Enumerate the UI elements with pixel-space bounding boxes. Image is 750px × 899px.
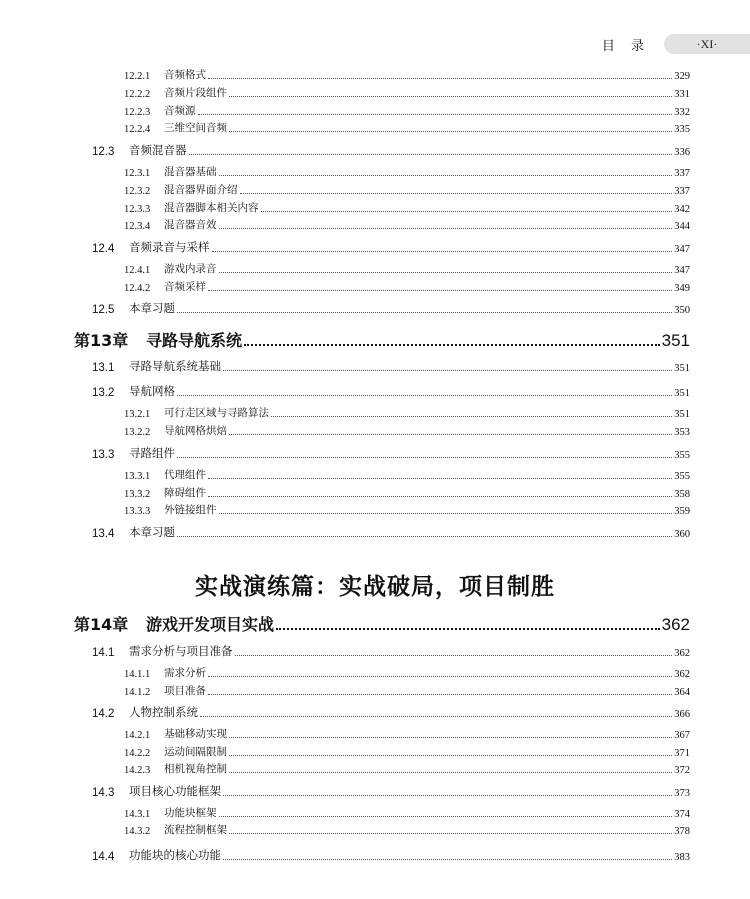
- toc-entry-number: 13.1: [92, 362, 115, 374]
- dot-leader: [208, 478, 672, 479]
- toc-entry-number: 13.2.1: [124, 409, 151, 420]
- dot-leader: [229, 833, 672, 834]
- toc-entry-title: 混音器界面介绍: [164, 184, 238, 196]
- toc-entry-title: 寻路组件: [129, 446, 175, 460]
- toc-entry-page: 355: [674, 471, 690, 482]
- toc-entry-title: 音频录音与采样: [129, 240, 210, 254]
- toc-section-entry[interactable]: [92, 382, 690, 399]
- dot-leader: [177, 536, 672, 537]
- dot-leader: [208, 676, 672, 677]
- dot-leader: [229, 96, 672, 97]
- toc-entry-title: 导航网格: [129, 384, 175, 398]
- dot-leader: [229, 755, 672, 756]
- toc-subsection-entry[interactable]: [124, 466, 690, 482]
- dot-leader: [261, 211, 673, 212]
- toc-entry-title: 音频采样: [164, 281, 206, 293]
- dot-leader: [229, 434, 672, 435]
- toc-entry-title: 外链接组件: [164, 504, 217, 516]
- dot-leader: [208, 694, 672, 695]
- toc-entry-title: 音频片段组件: [164, 87, 227, 99]
- toc-entry-page: 360: [674, 529, 690, 540]
- toc-entry-number: 14.2: [92, 708, 115, 720]
- toc-entry-title: 可行走区域与寻路算法: [164, 407, 269, 419]
- toc-entry-page: 351: [674, 388, 690, 399]
- toc-entry-page: 347: [674, 244, 690, 255]
- toc-entry-page: 335: [674, 124, 690, 135]
- toc-entry-page: 374: [674, 809, 690, 820]
- toc-chapter-entry[interactable]: [74, 613, 690, 635]
- dot-leader: [223, 795, 672, 796]
- toc-subsection-entry[interactable]: [124, 743, 690, 759]
- toc-entry-title: 混音器基础: [164, 166, 217, 178]
- toc-entry-title: 需求分析与项目准备: [129, 644, 233, 658]
- toc-section-entry[interactable]: [92, 782, 690, 799]
- dot-leader: [177, 312, 672, 313]
- toc-entry-number: 13.3.3: [124, 506, 151, 517]
- toc-subsection-entry[interactable]: [124, 199, 690, 215]
- toc-entry-number: 12.4: [92, 243, 115, 255]
- toc-entry-page: 378: [674, 826, 690, 837]
- toc-subsection-entry[interactable]: [124, 804, 690, 820]
- dot-leader: [219, 272, 673, 273]
- toc-entry-number: 12.2.4: [124, 124, 151, 135]
- toc-section-entry[interactable]: [92, 703, 690, 720]
- toc-entry-number: 13.3.2: [124, 489, 151, 500]
- toc-subsection-entry[interactable]: [124, 821, 690, 837]
- toc-entry-number: 14.3: [92, 787, 115, 799]
- toc-entry-title: 混音器脚本相关内容: [164, 202, 259, 214]
- toc-entry-title: 游戏内录音: [164, 263, 217, 275]
- toc-subsection-entry[interactable]: [124, 404, 690, 420]
- toc-entry-page: 344: [674, 221, 690, 232]
- toc-entry-title: 本章习题: [129, 301, 175, 315]
- toc-entry-page: 366: [674, 709, 690, 720]
- dot-leader: [235, 655, 673, 656]
- toc-section-entry[interactable]: [92, 141, 690, 158]
- toc-entry-page: 351: [674, 409, 690, 420]
- toc-entry-page: 336: [674, 147, 690, 158]
- toc-entry-number: 第13章: [74, 331, 129, 350]
- toc-entry-number: 14.1.1: [124, 669, 151, 680]
- toc-section-entry[interactable]: [92, 642, 690, 659]
- dot-leader: [200, 716, 672, 717]
- toc-entry-number: 12.3.2: [124, 186, 151, 197]
- toc-entry-page: 347: [674, 265, 690, 276]
- dot-leader: [223, 859, 672, 860]
- toc-entry-title: 项目准备: [164, 685, 206, 697]
- toc-subsection-entry[interactable]: [124, 682, 690, 698]
- toc-entry-page: 337: [674, 168, 690, 179]
- page-number-badge: ·XI·: [664, 34, 750, 54]
- toc-entry-title: 需求分析: [164, 667, 206, 679]
- toc-entry-title: 流程控制框架: [164, 824, 227, 836]
- toc-subsection-entry[interactable]: [124, 163, 690, 179]
- dot-leader: [223, 370, 672, 371]
- toc-entry-number: 13.3: [92, 449, 115, 461]
- toc-entry-title: 音频源: [164, 105, 196, 117]
- toc-entry-page: 372: [674, 765, 690, 776]
- toc-entry-title: 运动间隔限制: [164, 746, 227, 758]
- toc-entry-page: 349: [674, 283, 690, 294]
- page-header: [602, 33, 750, 55]
- toc-entry-title: 混音器音效: [164, 219, 217, 231]
- toc-entry-page: 364: [674, 687, 690, 698]
- toc-entry-number: 12.4.1: [124, 265, 151, 276]
- toc-entry-number: 12.3: [92, 146, 115, 158]
- toc-entry-page: 367: [674, 730, 690, 741]
- dot-leader: [219, 513, 673, 514]
- toc-entry-number: 14.2.1: [124, 730, 151, 741]
- toc-entry-title: 寻路导航系统: [146, 331, 243, 350]
- dot-leader: [219, 175, 673, 176]
- toc-entry-number: 第14章: [74, 615, 129, 634]
- toc-entry-title: 人物控制系统: [129, 705, 198, 719]
- toc-entry-number: 13.4: [92, 528, 115, 540]
- dot-leader: [177, 395, 672, 396]
- toc-entry-number: 12.2.1: [124, 71, 151, 82]
- dot-leader: [212, 251, 673, 252]
- toc-entry-number: 12.2.2: [124, 89, 151, 100]
- toc-section-entry[interactable]: [92, 846, 690, 863]
- toc-section-entry[interactable]: [92, 357, 690, 374]
- toc-entry-page: 362: [674, 648, 690, 659]
- dot-leader: [208, 78, 672, 79]
- toc-entry-page: 371: [674, 748, 690, 759]
- toc-subsection-entry[interactable]: [124, 422, 690, 438]
- toc-entry-page: 353: [674, 427, 690, 438]
- toc-entry-number: 12.2.3: [124, 107, 151, 118]
- toc-entry-number: 12.3.3: [124, 204, 151, 215]
- toc-entry-page: 383: [674, 852, 690, 863]
- dot-leader: [240, 193, 673, 194]
- toc-entry-number: 13.3.1: [124, 471, 151, 482]
- toc-entry-number: 13.2.2: [124, 427, 151, 438]
- toc-entry-number: 13.2: [92, 387, 115, 399]
- toc-entry-page: 355: [674, 450, 690, 461]
- dot-leader: [177, 457, 672, 458]
- toc-subsection-entry[interactable]: [124, 66, 690, 82]
- toc-entry-page: 351: [674, 363, 690, 374]
- toc-entry-page: 342: [674, 204, 690, 215]
- toc-entry-page: 351: [661, 331, 690, 350]
- part-title: 实战演练篇：实战破局，项目制胜: [195, 573, 555, 600]
- toc-entry-title: 相机视角控制: [164, 763, 227, 775]
- toc-entry-page: 362: [674, 669, 690, 680]
- toc-entry-number: 14.2.2: [124, 748, 151, 759]
- toc-entry-page: 373: [674, 788, 690, 799]
- dot-leader: [208, 496, 672, 497]
- dot-leader: [276, 628, 660, 630]
- toc-entry-number: 12.3.1: [124, 168, 151, 179]
- dot-leader: [229, 131, 672, 132]
- toc-subsection-entry[interactable]: [124, 760, 690, 776]
- toc-entry-number: 14.1.2: [124, 687, 151, 698]
- toc-entry-page: 358: [674, 489, 690, 500]
- toc-entry-title: 功能块框架: [164, 807, 217, 819]
- toc-entry-number: 14.2.3: [124, 765, 151, 776]
- toc-entry-title: 项目核心功能框架: [129, 784, 221, 798]
- toc-entry-number: 14.1: [92, 647, 115, 659]
- toc-subsection-entry[interactable]: [124, 664, 690, 680]
- toc-entry-title: 音频混音器: [129, 143, 187, 157]
- toc-entry-number: 14.3.2: [124, 826, 151, 837]
- toc-section-entry[interactable]: [92, 238, 690, 255]
- dot-leader: [244, 344, 660, 346]
- toc-section-entry[interactable]: [92, 444, 690, 461]
- toc-entry-page: 331: [674, 89, 690, 100]
- toc-subsection-entry[interactable]: [124, 501, 690, 517]
- toc-subsection-entry[interactable]: [124, 181, 690, 197]
- dot-leader: [208, 290, 672, 291]
- toc-entry-page: 350: [674, 305, 690, 316]
- toc-section-entry[interactable]: [92, 523, 690, 540]
- toc-entry-number: 12.3.4: [124, 221, 151, 232]
- dot-leader: [189, 154, 673, 155]
- toc-entry-number: 12.4.2: [124, 283, 151, 294]
- toc-subsection-entry[interactable]: [124, 216, 690, 232]
- toc-subsection-entry[interactable]: [124, 260, 690, 276]
- toc-entry-title: 代理组件: [164, 469, 206, 481]
- dot-leader: [271, 416, 672, 417]
- toc-entry-title: 音频格式: [164, 69, 206, 81]
- toc-entry-page: 359: [674, 506, 690, 517]
- toc-subsection-entry[interactable]: [124, 484, 690, 500]
- toc-entry-title: 寻路导航系统基础: [129, 359, 221, 373]
- toc-subsection-entry[interactable]: [124, 278, 690, 294]
- dot-leader: [219, 816, 673, 817]
- dot-leader: [229, 772, 672, 773]
- toc-subsection-entry[interactable]: [124, 119, 690, 135]
- toc-entry-title: 三维空间音频: [164, 122, 227, 134]
- toc-entry-title: 导航网格烘焙: [164, 425, 227, 437]
- toc-entry-title: 功能块的核心功能: [129, 848, 221, 862]
- toc-entry-title: 本章习题: [129, 525, 175, 539]
- header-title: 目 录: [601, 38, 650, 54]
- toc-entry-number: 12.5: [92, 304, 115, 316]
- toc-entry-number: 14.3.1: [124, 809, 151, 820]
- toc-chapter-entry[interactable]: [74, 329, 690, 351]
- toc-entry-page: 329: [674, 71, 690, 82]
- toc-entry-number: 14.4: [92, 851, 115, 863]
- dot-leader: [219, 228, 673, 229]
- toc-subsection-entry[interactable]: [124, 725, 690, 741]
- dot-leader: [198, 114, 673, 115]
- toc-entry-title: 障碍组件: [164, 487, 206, 499]
- toc-subsection-entry[interactable]: [124, 102, 690, 118]
- toc-entry-title: 基础移动实现: [164, 728, 227, 740]
- toc-entry-page: 337: [674, 186, 690, 197]
- toc-subsection-entry[interactable]: [124, 84, 690, 100]
- dot-leader: [229, 737, 672, 738]
- toc-entry-page: 332: [674, 107, 690, 118]
- toc-section-entry[interactable]: [92, 299, 690, 316]
- toc-entry-title: 游戏开发项目实战: [146, 615, 275, 634]
- toc-entry-page: 362: [661, 615, 690, 634]
